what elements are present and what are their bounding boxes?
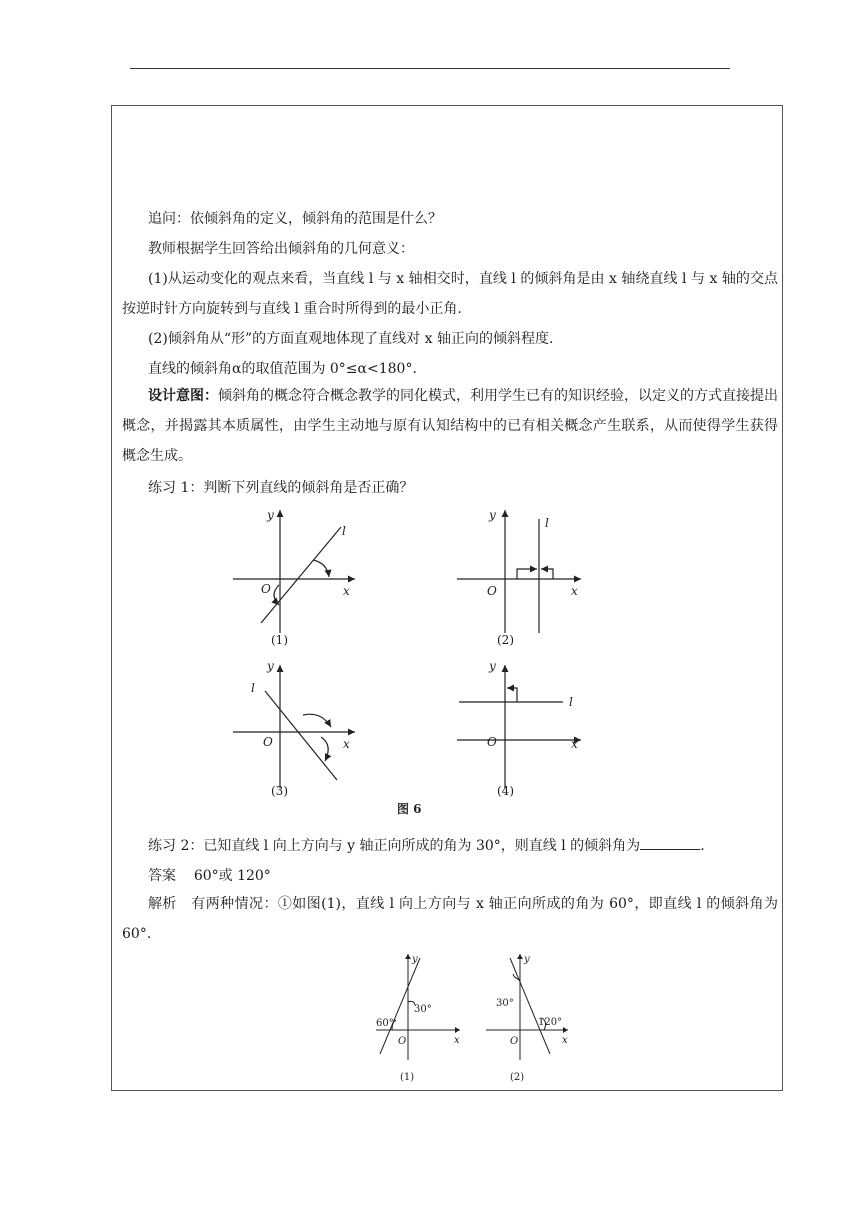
fig6-3-x-label: x <box>343 737 350 751</box>
figure-analysis <box>368 950 588 1090</box>
fig7-2-angle-30: 30° <box>496 998 514 1009</box>
analysis: 解析 有两种情况：①如图(1)，直线 l 向上方向与 x 轴正向所成的角为 60°，即直线 l 的倾斜角为 60°. <box>122 896 778 942</box>
answer-value: 60°或 120° <box>193 868 271 884</box>
fig6-4-origin-label: O <box>487 735 497 749</box>
fig6-sub-2: (2) <box>497 633 514 647</box>
design-intent-text: 倾斜角的概念符合概念教学的同化模式，利用学生已有的知识经验，以定义的方式直接提出概念，并揭露其本质属性，由学生主动地与原有认知结构中的已有相关概念产生联系，从而使得学生获得概念生成。 <box>122 388 778 464</box>
fig6-4-x-label: x <box>571 737 578 751</box>
fig6-2-origin-label: O <box>487 584 497 598</box>
answer-label: 答案 <box>148 868 176 884</box>
fig6-3-origin-label: O <box>263 735 273 749</box>
fig6-caption: 图 6 <box>397 802 422 816</box>
fig7-1-y-label: y <box>412 954 418 965</box>
fig6-4-line-label: l <box>569 695 573 709</box>
exercise-2-end: . <box>700 838 705 854</box>
fig6-3-y-label: y <box>267 659 274 673</box>
fig7-2-origin-label: O <box>510 1036 519 1047</box>
fig6-sub-3: (3) <box>271 784 288 798</box>
fig7-1-x-label: x <box>454 1035 460 1046</box>
fig6-2-y-label: y <box>489 508 496 522</box>
fig7-1-origin-label: O <box>398 1036 407 1047</box>
fig6-2-x-label: x <box>571 584 578 598</box>
fig6-sub-4: (4) <box>497 784 514 798</box>
exercise-2 <box>148 836 778 856</box>
exercise-1: 练习 1：判断下列直线的倾斜角是否正确？ <box>148 480 414 496</box>
fig7-2-angle-120: 120° <box>538 1017 563 1028</box>
exercise-2-text: 练习 2：已知直线 l 向上方向与 y 轴正向所成的角为 30°，则直线 l 的倾斜角为 <box>148 838 641 854</box>
meaning-point-2: (2)倾斜角从“形”的方面直观地体现了直线对 x 轴正向的倾斜程度. <box>148 331 554 347</box>
figure-6 <box>225 505 595 820</box>
fig7-2-x-label: x <box>562 1035 568 1046</box>
meaning-point-1: (1)从运动变化的观点来看，当直线 l 与 x 轴相交时，直线 l 的倾斜角是由 x 轴绕直线 l 与 x 轴的交点按逆时针方向旋转到与直线 l 重合时所得到的最小正角. <box>122 271 778 317</box>
fig6-sub-1: (1) <box>271 633 288 647</box>
design-intent <box>122 381 778 471</box>
angle-range: 直线的倾斜角α的取值范围为 0°≤α<180°. <box>148 361 417 377</box>
teacher-note: 教师根据学生回答给出倾斜角的几何意义： <box>148 241 414 257</box>
header-rule <box>130 68 730 69</box>
design-intent-label: 设计意图： <box>148 388 218 404</box>
fig6-1-line-label: l <box>342 524 346 538</box>
fig7-1-angle-30: 30° <box>414 1004 432 1015</box>
fig6-1-origin-label: O <box>261 582 271 596</box>
answer <box>148 866 778 886</box>
answer-blank <box>640 837 700 850</box>
fig6-1-x-label: x <box>343 584 350 598</box>
fig7-2-y-label: y <box>524 954 530 965</box>
fig7-sub-2: (2) <box>510 1072 525 1083</box>
fig6-3-line-label: l <box>251 681 255 695</box>
fig7-1-angle-60: 60° <box>376 1018 394 1029</box>
fig6-2-line-label: l <box>545 516 549 530</box>
follow-up-question: 追问：依倾斜角的定义，倾斜角的范围是什么？ <box>148 211 442 227</box>
fig6-4-y-label: y <box>489 659 496 673</box>
fig7-sub-1: (1) <box>400 1072 415 1083</box>
fig6-1-y-label: y <box>267 508 274 522</box>
